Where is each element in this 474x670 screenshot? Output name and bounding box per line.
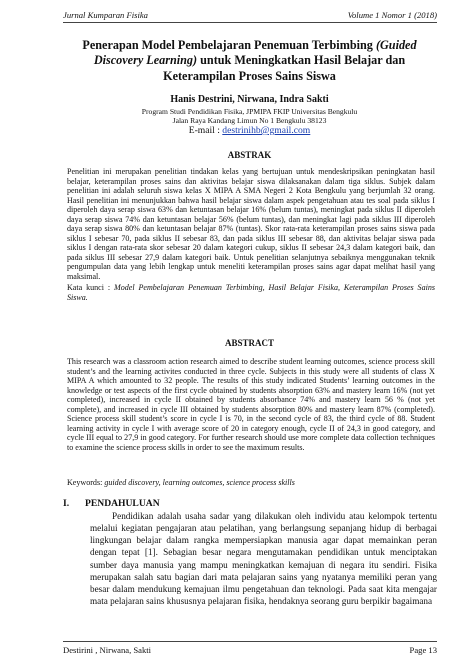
section-text: Pendidikan adalah usaha sadar yang dilakukan oleh individu atau kelompok tertentu melalui kegiatan pengajaran atau pelatihan, yang berlangsung sepanjang hidup di berbagai lingkungan belajar dalam rangka mempersiapkan manusia agar dapat memainkan peran dengan tepat [1]. Sebagian besar negara mengutamakan pendidikan untuk menciptakan sumber daya manusia yang mampu meningkatkan kemajuan di negara itu sendiri. Fisika merupakan salah satu bagian dari mata pelajaran sains yang nyatanya memiliki peran yang besar dalam mendukung kemajuan ilmu pengetahuan dan teknologi. Pada saat kita mengajar mata pelajaran sains khususnya pelajaran fisika, hendaknya seorang guru berpikir bagaimana [90,511,437,607]
kata-kunci-text: Model Pembelajaran Penemuan Terbimbing, Hasil Belajar Fisika, Keterampilan Proses Sains Siswa. [67,283,435,302]
section-number: I. [63,498,70,509]
abstrak-text: Penelitian ini merupakan penelitian tindakan kelas yang bertujuan untuk mendeskripsikan peningkatan hasil belajar, keterampilan proses sains dan aktivitas belajar siswa dilaksanakan dalam tiga siklus. Subjek dalam penelitian ini adalah seluruh siswa kelas X MIPA A SMA Negeri 2 Kota Bengkulu yang berjumlah 32 orang. Hasil penelitian ini menunjukkan bahwa hasil belajar siswa dalam aspek pengetahuan atau tes soal pada siklus I diperoleh daya serap siswa 63% dan ketuntasan belajar 16% (belum tuntas), meningkat pada siklus II diperoleh daya serap siswa 74% dan ketuntasan belajar 56% (belum tuntas), dan meningkat lagi pada siklus III diperoleh daya serap siswa 80% dan ketuntasan belajar 87% (tuntas). Skor rata-rata keterampilan proses sains siswa pada siklus I sebesar 70, pada siklus II sebesar 83, dan pada siklus III sebesar 88, dan aktivitas belajar siswa pada siklus I dengan rata-rata skor sebesar 20 dalam kategori cukup, siklus II sebesar 24,3 dalam kategori baik, dan pada siklus III sebesar 27,9 dalam kategori baik. Untuk penelitian selanjutnya sebaiknya menggunakan teknik pengumpulan data yang lebih lengkap untuk meneliti keterampilan proses sains agar dapat melihat hasil yang maksimal. [67,167,435,282]
keywords-text: guided discovery, learning outcomes, science process skills [104,478,295,487]
keywords [67,478,435,488]
page-footer [63,645,437,655]
kata-kunci [67,283,435,302]
journal-name: Jurnal Kumparan Fisika [63,10,148,20]
header-rule [63,22,437,23]
paper-title [58,38,441,84]
email-link[interactable]: destrinihb@gmail.com [222,125,311,136]
title-part-2: (Guided Discovery Learning) [93,38,417,68]
page-number: Page 13 [409,645,437,655]
email-label: E-mail : [188,125,223,136]
volume-info: Volume 1 Nomor 1 (2018) [347,10,437,20]
running-header [63,10,437,20]
footer-authors: Destirini , Nirwana, Sakti [63,645,152,655]
affiliation-line-1: Program Studi Pendidikan Fisika, JPMIPA FKIP Universitas Bengkulu [141,107,358,116]
footer-rule [63,641,437,642]
title-part-1: Penerapan Model Pembelajaran Penemuan Terbimbing [82,38,376,52]
abstract-text: This research was a classroom action research aimed to describe student learning outcomes, science process skill student’s and the learning activites conducted in three cycle. Subjects in this study were all students of class X MIPA A which amounted to 32 people. The results of this study indicated Students’ learning outcomes in the knowledge or test aspects of the first cycle obtained by students absorption 63% and mastery learn 16% (not yet completed), increased in cycle II obtained by students absorbance 74% and mastery learn 56 % (not yet complete), and increased in cycle III obtained by students absorption 80% and mastery learn 87% (completed). Science process skill student’s score in cycle I is 70, in the second cycle of 83, the third cycle of 88. Student learning activity in cycle I with average score of 20 in category enough, cycle II of 24,3 in good category, and cycle III equal to 27,9 in good category. For further research should use more complete data collection techniques to examine the science process skills in order to see the maximum results. [67,357,435,452]
abstrak-heading: ABSTRAK [227,150,272,160]
keywords-label: Keywords: [67,478,105,487]
section-heading [63,498,160,509]
author-list: Hanis Destrini, Nirwana, Indra Sakti [170,94,329,105]
abstract-heading: ABSTRACT [224,338,274,348]
title-part-3: untuk Meningkatkan Hasil Belajar dan Keterampilan Proses Sains Siswa [163,53,406,83]
section-body [90,510,437,607]
kata-kunci-label: Kata kunci : [67,283,114,292]
section-title: PENDAHULUAN [85,498,160,509]
affiliation-line-2: Jalan Raya Kandang Limun No 1 Bengkulu 38123 [172,116,327,125]
email-line [58,125,441,136]
